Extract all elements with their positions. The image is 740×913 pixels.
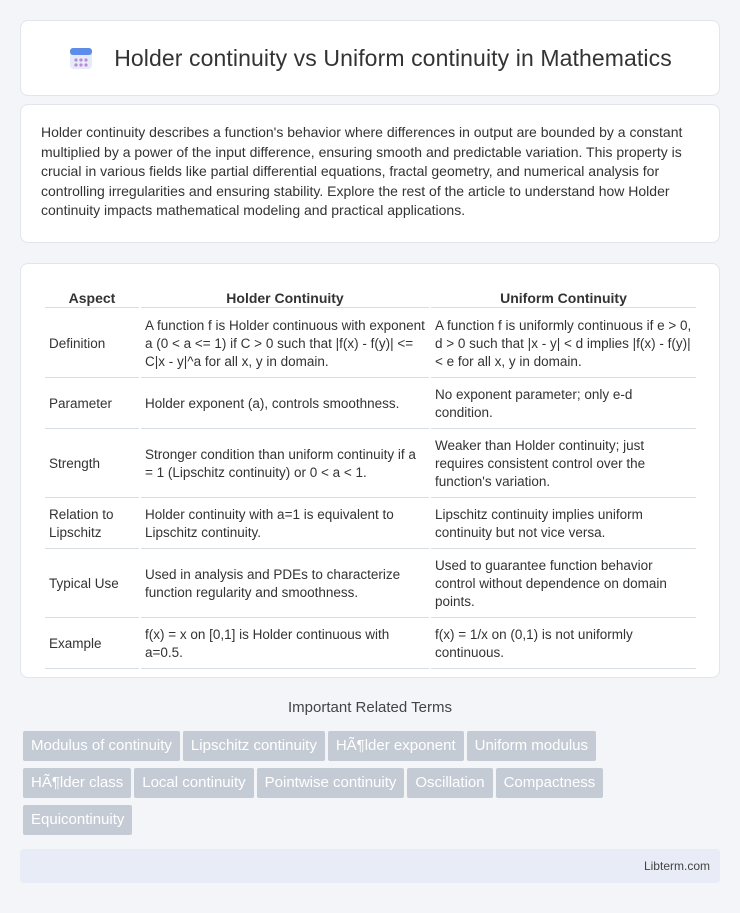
related-term-tag[interactable]: Local continuity	[134, 768, 253, 798]
holder-cell: A function f is Holder continuous with exponent a (0 < a <= 1) if C > 0 such that |f(x) - f(y)| <= C|x - y|^a for all x, y in domain.	[141, 310, 429, 378]
aspect-cell: Example	[45, 620, 139, 669]
aspect-cell: Typical Use	[45, 551, 139, 618]
aspect-cell: Strength	[45, 431, 139, 498]
related-term-tag[interactable]: HÃ¶lder class	[23, 768, 131, 798]
uniform-cell: Lipschitz continuity implies uniform continuity but not vice versa.	[431, 500, 696, 549]
footer-site-link[interactable]: Libterm.com	[643, 859, 710, 873]
holder-cell: f(x) = x on [0,1] is Holder continuous with a=0.5.	[141, 620, 429, 669]
uniform-cell: Used to guarantee function behavior control without dependence on domain points.	[431, 551, 696, 618]
related-term-tag[interactable]: Compactness	[496, 768, 604, 798]
related-term-tag[interactable]: Uniform modulus	[467, 731, 596, 761]
aspect-cell: Relation to Lipschitz	[45, 500, 139, 549]
column-header: Holder Continuity	[141, 286, 429, 308]
comparison-card	[20, 263, 720, 678]
holder-cell: Holder continuity with a=1 is equivalent to Lipschitz continuity.	[141, 500, 429, 549]
page-title: Holder continuity vs Uniform continuity in Mathematics	[114, 44, 672, 71]
aspect-cell: Definition	[45, 310, 139, 378]
intro-paragraph: Holder continuity describes a function's behavior where differences in output are bounded by a constant multiplied by a power of the input difference, ensuring smooth and predictable variation. This property is crucial in various fields like partial differential equations, fractal geometry, and numerical analysis for controlling irregularities and ensuring stability. Explore the rest of the article to understand how Holder continuity impacts mathematical modeling and practical applications.	[41, 124, 683, 218]
related-terms-list	[23, 731, 703, 842]
table-row	[45, 551, 696, 618]
related-term-tag[interactable]: Equicontinuity	[23, 805, 132, 835]
table-row	[45, 310, 696, 378]
holder-cell: Stronger condition than uniform continuity if a = 1 (Lipschitz continuity) or 0 < a < 1.	[141, 431, 429, 498]
table-row	[45, 500, 696, 549]
header-card	[20, 20, 720, 96]
column-header: Uniform Continuity	[431, 286, 696, 308]
table-header-row	[45, 286, 696, 308]
uniform-cell: Weaker than Holder continuity; just requires consistent control over the function's variation.	[431, 431, 696, 498]
footer	[20, 849, 720, 883]
table-row	[45, 431, 696, 498]
comparison-table	[43, 284, 698, 671]
related-term-tag[interactable]: Oscillation	[407, 768, 492, 798]
intro-card	[20, 104, 720, 243]
related-term-tag[interactable]: HÃ¶lder exponent	[328, 731, 464, 761]
related-term-tag[interactable]: Lipschitz continuity	[183, 731, 325, 761]
calendar-icon	[68, 45, 94, 71]
related-term-tag[interactable]: Modulus of continuity	[23, 731, 180, 761]
uniform-cell: A function f is uniformly continuous if e > 0, d > 0 such that |x - y| < d implies |f(x) - f(y)| < e for all x, y in domain.	[431, 310, 696, 378]
column-header: Aspect	[45, 286, 139, 308]
holder-cell: Used in analysis and PDEs to characterize function regularity and smoothness.	[141, 551, 429, 618]
uniform-cell: f(x) = 1/x on (0,1) is not uniformly continuous.	[431, 620, 696, 669]
holder-cell: Holder exponent (a), controls smoothness.	[141, 380, 429, 429]
related-terms-heading: Important Related Terms	[288, 699, 452, 716]
table-row	[45, 380, 696, 429]
uniform-cell: No exponent parameter; only e-d condition.	[431, 380, 696, 429]
related-term-tag[interactable]: Pointwise continuity	[257, 768, 405, 798]
aspect-cell: Parameter	[45, 380, 139, 429]
table-row	[45, 620, 696, 669]
